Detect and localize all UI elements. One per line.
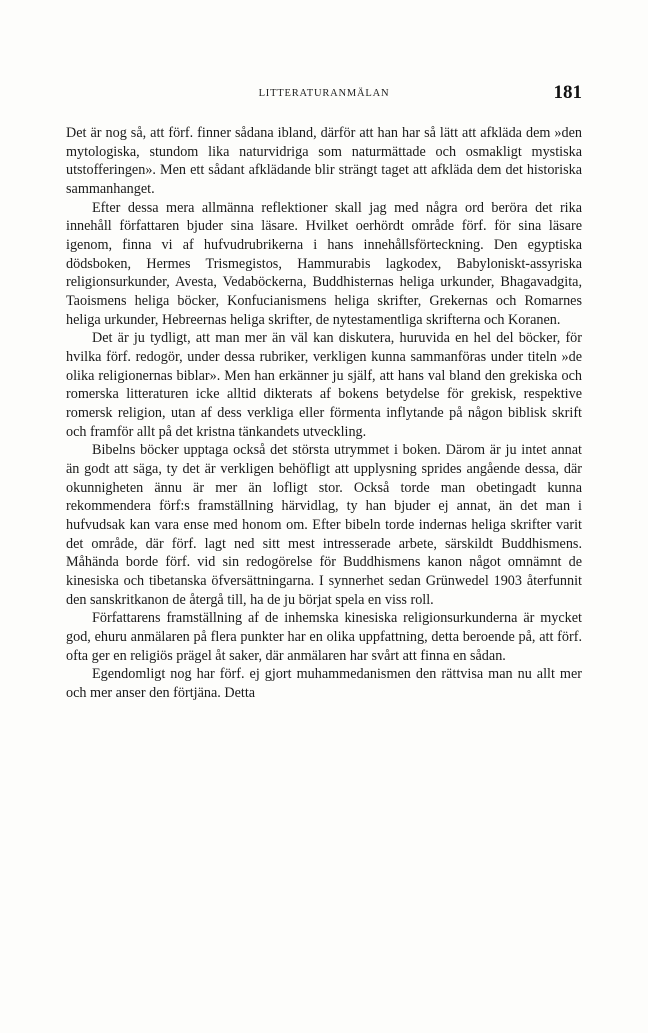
paragraph: Efter dessa mera allmänna reflektioner skall jag med några ord beröra det rika innehåll författaren bjuder sina läsare. Hvilket oerhördt område förf. för sina läsare igenom, finna vi af hufvudrubrikerna i hans innehållsförteckning. Den egyptiska dödsboken, Hermes Trismegistos, Hammurabis lagkodex, Babyloniskt-assyriska religionsurkunder, Avesta, Vedaböckerna, Buddhisternas heliga urkunder, Bhagavadgita, Taoismens heliga böcker, Konfucianismens heliga skrifter, Grekernas och Romarnes heliga urkunder, Hebreernas heliga skrifter, de nytestamentliga skrifterna och Koranen.: [66, 199, 582, 328]
body-text: [66, 124, 582, 703]
paragraph: Författarens framställning af de inhemska kinesiska religionsurkunderna är mycket god, ehuru anmälaren på flera punkter har en olika uppfattning, detta beroende på, att förf. ofta ger en religiös prägel åt saker, där anmälaren har svårt att finna en sådan.: [66, 610, 582, 664]
paragraph: Bibelns böcker upptaga också det största utrymmet i boken. Därom är ju intet annat än godt att säga, ty det är verkligen behöfligt att upplysning sprides angående dessa, där okunnigheten ännu är mer än lofligt stor. Också torde man obetingadt kunna rekommendera förf:s framställning härvidlag, ty han bjuder ej annat, än det man i hufvudsak kan vara ense med honom om. Efter bibeln torde indernas heliga skrifter varit det område, där förf. lagt ned sitt mest intresserade arbete, särskildt Buddhismens. Måhända borde förf. vid sin redogörelse för Buddhismens kanon något omnämnt de kinesiska och tibetanska öfversättningarna. I synnerhet sedan Grünwedel 1903 återfunnit den sanskritkanon de återgå till, ha de ju börjat spela en viss roll.: [66, 442, 582, 608]
paragraph: Egendomligt nog har förf. ej gjort muhammedanismen den rättvisa man nu allt mer och mer anser den förtjäna. Detta: [66, 666, 582, 702]
paragraph: Det är nog så, att förf. finner sådana ibland, därför att han har så lätt att afkläda dem »den mytologiska, stundom lika naturvidriga som naturmättade och osmakligt mystiska utstofferingen». Men ett sådant afklädande blir strängt taget att afkläda dem det historiska sammanhanget.: [66, 125, 582, 198]
running-head: [66, 82, 582, 112]
paragraph: Det är ju tydligt, att man mer än väl kan diskutera, huruvida en hel del böcker, för hvilka förf. redogör, under dessa rubriker, verkligen kunna sammanföras under titeln »de olika religionernas biblar». Men han erkänner ju själf, att hans val bland den grekiska och romerska litteraturen icke alltid dikterats af bokens betydelse för grekisk, respektive romersk religion, utan af dess verkliga eller förmenta inflytande på någon biblisk skrift och framför allt på det kristna tänkandets utveckling.: [66, 330, 582, 440]
page-number: 181: [553, 82, 582, 103]
running-title: LITTERATURANMÄLAN: [258, 88, 390, 99]
